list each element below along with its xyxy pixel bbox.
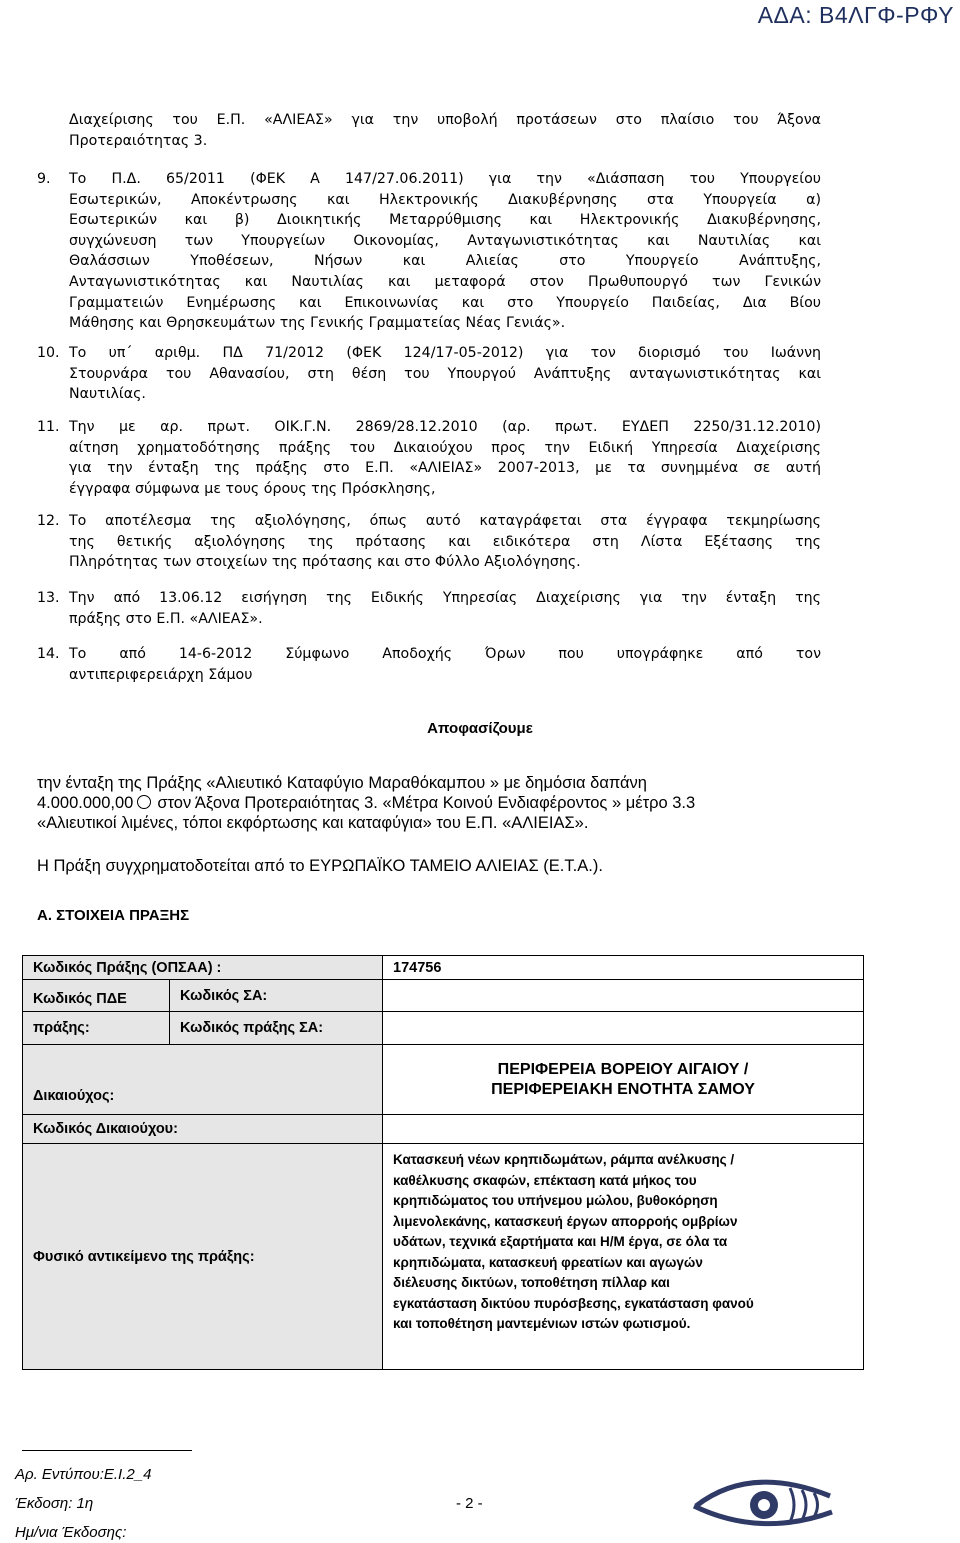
item-line: Το Π.Δ. 65/2011 (ΦΕΚ Α 147/27.06.2011) για την «Διάσπαση του Υπουργείου [69,171,821,187]
item-number: 14. [37,646,60,662]
item-line: αντιπεριφερειάρχη Σάμου [69,666,253,683]
object-label: Φυσικό αντικείμενο της πράξης: [33,1248,255,1265]
item-line: Εσωτερικών και β) Διοικητικής Μεταρρύθμισης και Ηλεκτρονικής Διακυβέρνησης, [69,212,821,229]
beneficiary-code-label: Κωδικός Δικαιούχου: [33,1121,178,1137]
intro-line: Διαχείρισης του Ε.Π. «ΑΛΙΕΑΣ» για την υποβολή προτάσεων στο πλαίσιο του Άξονα [69,112,821,128]
item-line: έγγραφα σύμφωνα με τους όρους της Πρόσκλησης, [69,480,436,497]
code-label-cell [23,956,383,980]
item-line: Ανταγωνιστικότητας και Ναυτιλίας και μεταφορά στον Πρωθυπουργό των Γενικών [69,273,821,290]
axis-text: στον Άξονα Προτεραιότητας 3. «Μέτρα Κοινού Ενδιαφέροντος » μέτρο 3.3 [157,794,696,812]
item-line: Στουρνάρα του Αθανασίου, στη θέση του Υπουργού Ανάπτυξης ανταγωνιστικότητας και [69,365,821,382]
beneficiary-label: Δικαιούχος: [33,1088,115,1104]
object-line: διέλευσης δικτύων, τοποθέτηση πίλλαρ και [393,1275,670,1290]
beneficiary-label-cell [23,1045,383,1115]
project-info-table [22,955,864,1370]
item-line: Γραμματειών Ενημέρωσης και Επικοινωνίας και στο Υπουργείο Παιδείας, Δια Βίου [69,294,821,311]
cofund-statement: Η Πράξη συγχρηματοδοτείται από το ΕΥΡΩΠΑΪΚΟ ΤΑΜΕΙΟ ΑΛΙΕΙΑΣ (Ε.Τ.Α.). [37,857,603,875]
ada-watermark: ΑΔΑ: Β4ΛΓΦ-ΡΦΥ [757,2,954,28]
footer-edition: Έκδοση: 1η [15,1495,94,1512]
page-number: - 2 - [456,1495,483,1512]
item-11-paragraph [69,417,821,499]
decision-line: «Αλιευτικοί λιμένες, τόποι εκφόρτωσης και καταφύγια» του Ε.Π. «ΑΛΙΕΙΑΣ». [37,814,589,832]
section-title: Α. ΣΤΟΙΧΕΙΑ ΠΡΑΞΗΣ [37,907,190,924]
decision-heading: Αποφασίζουμε [427,720,533,737]
item-line: Ναυτιλίας. [69,386,146,403]
sa-label: Κωδικός ΣΑ: [180,987,268,1004]
item-line: Το υπ΄ αριθμ. ΠΔ 71/2012 (ΦΕΚ 124/17-05-2012) για τον διορισμό του Ιωάννη [69,345,821,361]
euro-icon [137,795,151,809]
item-9-paragraph [69,169,821,334]
item-line: συγχώνευση των Υπουργείων Οικονομίας, Ανταγωνιστικότητας και Ναυτιλίας και [69,232,821,249]
amount: 4.000.000,00 [37,794,134,812]
item-line: Εσωτερικών, Αποκέντρωσης και Ηλεκτρονικής Διακυβέρνησης στα Υπουργεία α) [69,191,821,208]
sa-code-value-cell [383,1012,864,1045]
beneficiary-code-label-cell [23,1115,383,1144]
item-line: πράξης στο Ε.Π. «ΑΛΙΕΑΣ». [69,610,263,627]
code-label: Κωδικός Πράξης (ΟΠΣΑΑ) : [33,959,222,976]
pde-label-cell-2 [23,1012,170,1045]
object-line: λιμενολεκάνης, κατασκευή έργων απορροής ομβρίων [393,1213,738,1229]
beneficiary-value-cell [383,1045,864,1115]
item-line: Το αποτέλεσμα της αξιολόγησης, όπως αυτό καταγράφεται στα έγγραφα τεκμηρίωσης [69,513,821,529]
beneficiary-value: ΠΕΡΙΦΕΡΕΙΑ ΒΟΡΕΙΟΥ ΑΙΓΑΙΟΥ / [497,1060,749,1078]
item-line: Την με αρ. πρωτ. ΟΙΚ.Γ.Ν. 2869/28.12.2010 (αρ. πρωτ. ΕΥΔΕΠ 2250/31.12.2010) [69,419,821,435]
decision-line: την ένταξη της Πράξης «Αλιευτικό Καταφύγιο Μαραθόκαμπου » με δημόσια δαπάνη [37,774,647,792]
object-line: υδάτων, τεχνικά εξαρτήματα και Η/Μ έργα, σε όλα τα [393,1234,728,1249]
beneficiary-value: ΠΕΡΙΦΕΡΕΙΑΚΗ ΕΝΟΤΗΤΑ ΣΑΜΟΥ [491,1080,755,1098]
object-value-cell [383,1144,864,1370]
pde-label-cell [23,980,170,1012]
pde-label: Κωδικός ΠΔΕ [33,991,127,1007]
object-line: καθέλκυσης σκαφών, επέκταση κατά μήκος του [393,1172,697,1188]
item-line: Πληρότητας των στοιχείων της πρότασης και στο Φύλλο Αξιολόγησης. [69,554,581,571]
footer-date-label: Ημ/νια Έκδοσης: [15,1524,127,1541]
object-line: κρηπιδώματα, κατασκευή φρεατίων και αγωγών [393,1254,703,1270]
footer-ref: Αρ. Εντύπου:Ε.Ι.2_4 [15,1466,152,1483]
sa-value-cell [383,980,864,1012]
item-10-paragraph [69,343,821,405]
intro-line: Προτεραιότητας 3. [69,132,208,149]
object-line: και τοποθέτηση μαντεμένιων ιστών φωτισμού. [393,1316,691,1331]
beneficiary-code-value-cell [383,1115,864,1144]
item-line: Θαλάσσιων Υποθέσεων, Νήσων και Αλιείας στο Υπουργείο Ανάπτυξης, [69,253,821,270]
decision-line [37,793,827,813]
item-line: για την ένταξη της πράξης στο Ε.Π. «ΑΛΙΕΙΑΣ» 2007-2013, με τα συνημμένα σε αυτή [69,460,821,477]
item-number: 9. [37,171,51,187]
item-line: Την από 13.06.12 εισήγηση της Ειδικής Υπηρεσίας Διαχείρισης για την ένταξη της [69,590,821,606]
item-line: αίτηση χρηματοδότησης πράξης του Δικαιούχου προς την Ειδική Υπηρεσία Διαχείρισης [69,439,821,456]
sa-code-label: Κωδικός πράξης ΣΑ: [180,1020,324,1036]
item-number: 11. [37,419,60,435]
item-12-paragraph [69,511,821,573]
decision-paragraph [37,773,827,833]
sa-label-cell [170,980,383,1012]
object-line: Κατασκευή νέων κρηπιδωμάτων, ράμπα ανέλκυσης / [393,1152,735,1167]
code-value: 174756 [393,959,442,976]
item-line: Το από 14-6-2012 Σύμφωνο Αποδοχής Όρων που υπογράφηκε από τον [69,646,821,662]
item-line: της θετικής αξιολόγησης της πρότασης και ειδικότερα στη Λίστα Εξέτασης της [69,533,821,550]
item-14-paragraph [69,644,821,685]
pde-label-2: πράξης: [33,1020,90,1036]
item-number: 13. [37,590,60,606]
object-line: εγκατάσταση δικτύου πυρόσβεσης, εγκατάσταση φανού [393,1295,754,1311]
item-13-paragraph [69,588,821,629]
footer-divider [22,1450,192,1451]
item-line: Μάθησης και Θρησκευμάτων της Γενικής Γραμματείας Νέας Γενιάς». [69,315,566,332]
fisheries-logo-icon [690,1472,840,1536]
intro-paragraph [69,110,821,151]
item-number: 12. [37,513,60,529]
object-line: κρηπιδώματος του υπήνεμου μώλου, βυθοκόρηση [393,1193,718,1208]
sa-code-label-cell [170,1012,383,1045]
object-label-cell [23,1144,383,1370]
item-number: 10. [37,345,60,361]
code-value-cell [383,956,864,980]
